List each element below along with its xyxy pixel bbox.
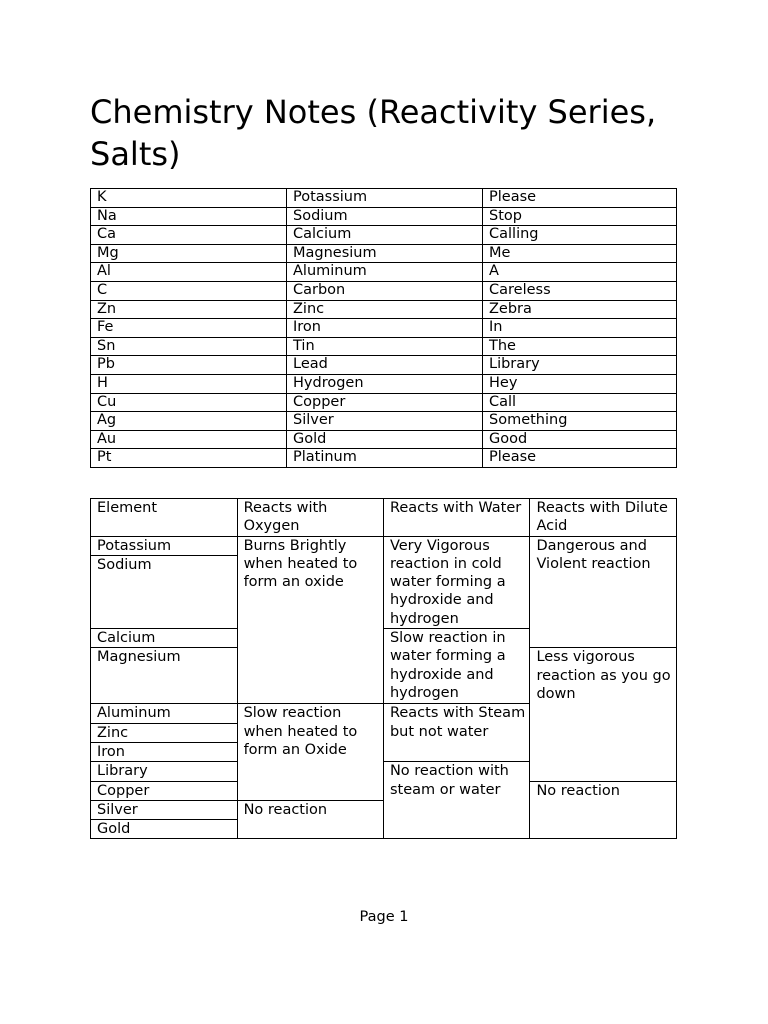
- mnemonic-word: Library: [483, 356, 677, 375]
- mnemonic-word: Please: [483, 449, 677, 468]
- element-symbol: Cu: [91, 393, 287, 412]
- mnemonic-word: The: [483, 337, 677, 356]
- element-cell: Iron: [91, 742, 238, 761]
- header-oxygen: Reacts with Oxygen: [237, 499, 383, 537]
- acid-cell: Dangerous and Violent reaction: [530, 536, 677, 648]
- table-row: [91, 319, 677, 338]
- element-cell: Copper: [91, 781, 238, 800]
- element-name: Copper: [287, 393, 483, 412]
- acid-cell: Less vigorous reaction as you go down: [530, 648, 677, 781]
- page-number: Page 1: [359, 909, 409, 925]
- element-name: Potassium: [287, 189, 483, 208]
- mnemonic-word: Something: [483, 412, 677, 431]
- reactions-table: [90, 498, 677, 839]
- element-name: Magnesium: [287, 244, 483, 263]
- table-row: [91, 281, 677, 300]
- element-name: Aluminum: [287, 263, 483, 282]
- element-name: Silver: [287, 412, 483, 431]
- element-name: Platinum: [287, 449, 483, 468]
- element-cell: Library: [91, 762, 238, 781]
- oxygen-cell: Burns Brightly when heated to form an oxide: [237, 536, 383, 704]
- element-name: Carbon: [287, 281, 483, 300]
- mnemonic-word: Please: [483, 189, 677, 208]
- header-acid: Reacts with Dilute Acid: [530, 499, 677, 537]
- element-symbol: Mg: [91, 244, 287, 263]
- table-row: [91, 226, 677, 245]
- mnemonic-word: Me: [483, 244, 677, 263]
- element-cell: Calcium: [91, 629, 238, 648]
- element-name: Lead: [287, 356, 483, 375]
- element-cell: Gold: [91, 820, 238, 839]
- element-symbol: Na: [91, 207, 287, 226]
- mnemonic-word: In: [483, 319, 677, 338]
- mnemonic-word: Calling: [483, 226, 677, 245]
- water-cell: Slow reaction in water forming a hydroxide and hydrogen: [383, 629, 529, 704]
- table-row: [91, 300, 677, 319]
- element-symbol: Pt: [91, 449, 287, 468]
- oxygen-cell: No reaction: [237, 800, 383, 839]
- table-row: [91, 430, 677, 449]
- table-row: [91, 356, 677, 375]
- table-row: [91, 189, 677, 208]
- element-symbol: Fe: [91, 319, 287, 338]
- page-title: Chemistry Notes (Reactivity Series, Salts): [90, 93, 657, 173]
- element-cell: Zinc: [91, 723, 238, 742]
- element-symbol: Pb: [91, 356, 287, 375]
- water-cell: Reacts with Steam but not water: [383, 704, 529, 762]
- table-row: [91, 374, 677, 393]
- element-cell: Potassium: [91, 536, 238, 555]
- mnemonic-word: A: [483, 263, 677, 282]
- mnemonic-word: Zebra: [483, 300, 677, 319]
- element-symbol: Sn: [91, 337, 287, 356]
- table-row: [91, 449, 677, 468]
- element-cell: Magnesium: [91, 648, 238, 704]
- element-name: Zinc: [287, 300, 483, 319]
- table-row: [91, 207, 677, 226]
- element-name: Tin: [287, 337, 483, 356]
- element-symbol: Au: [91, 430, 287, 449]
- mnemonic-word: Call: [483, 393, 677, 412]
- table-row: [91, 244, 677, 263]
- acid-cell: No reaction: [530, 781, 677, 839]
- mnemonic-word: Good: [483, 430, 677, 449]
- table-row: [91, 263, 677, 282]
- header-element: Element: [91, 499, 238, 537]
- mnemonic-word: Hey: [483, 374, 677, 393]
- table-row: [91, 536, 677, 555]
- mnemonic-word: Stop: [483, 207, 677, 226]
- table-row: [91, 337, 677, 356]
- element-symbol: Ag: [91, 412, 287, 431]
- mnemonic-word: Careless: [483, 281, 677, 300]
- oxygen-cell: Slow reaction when heated to form an Oxide: [237, 704, 383, 800]
- element-name: Sodium: [287, 207, 483, 226]
- reactivity-series-table: [90, 188, 677, 468]
- element-cell: Silver: [91, 800, 238, 819]
- header-water: Reacts with Water: [383, 499, 529, 537]
- element-name: Gold: [287, 430, 483, 449]
- element-name: Calcium: [287, 226, 483, 245]
- table-row: [91, 393, 677, 412]
- water-cell: No reaction with steam or water: [383, 762, 529, 839]
- element-symbol: Zn: [91, 300, 287, 319]
- element-name: Iron: [287, 319, 483, 338]
- element-symbol: K: [91, 189, 287, 208]
- element-symbol: Ca: [91, 226, 287, 245]
- table-header-row: [91, 499, 677, 537]
- element-cell: Sodium: [91, 555, 238, 628]
- element-symbol: H: [91, 374, 287, 393]
- element-cell: Aluminum: [91, 704, 238, 723]
- water-cell: Very Vigorous reaction in cold water forming a hydroxide and hydrogen: [383, 536, 529, 628]
- table-row: [91, 412, 677, 431]
- element-symbol: Al: [91, 263, 287, 282]
- element-symbol: C: [91, 281, 287, 300]
- element-name: Hydrogen: [287, 374, 483, 393]
